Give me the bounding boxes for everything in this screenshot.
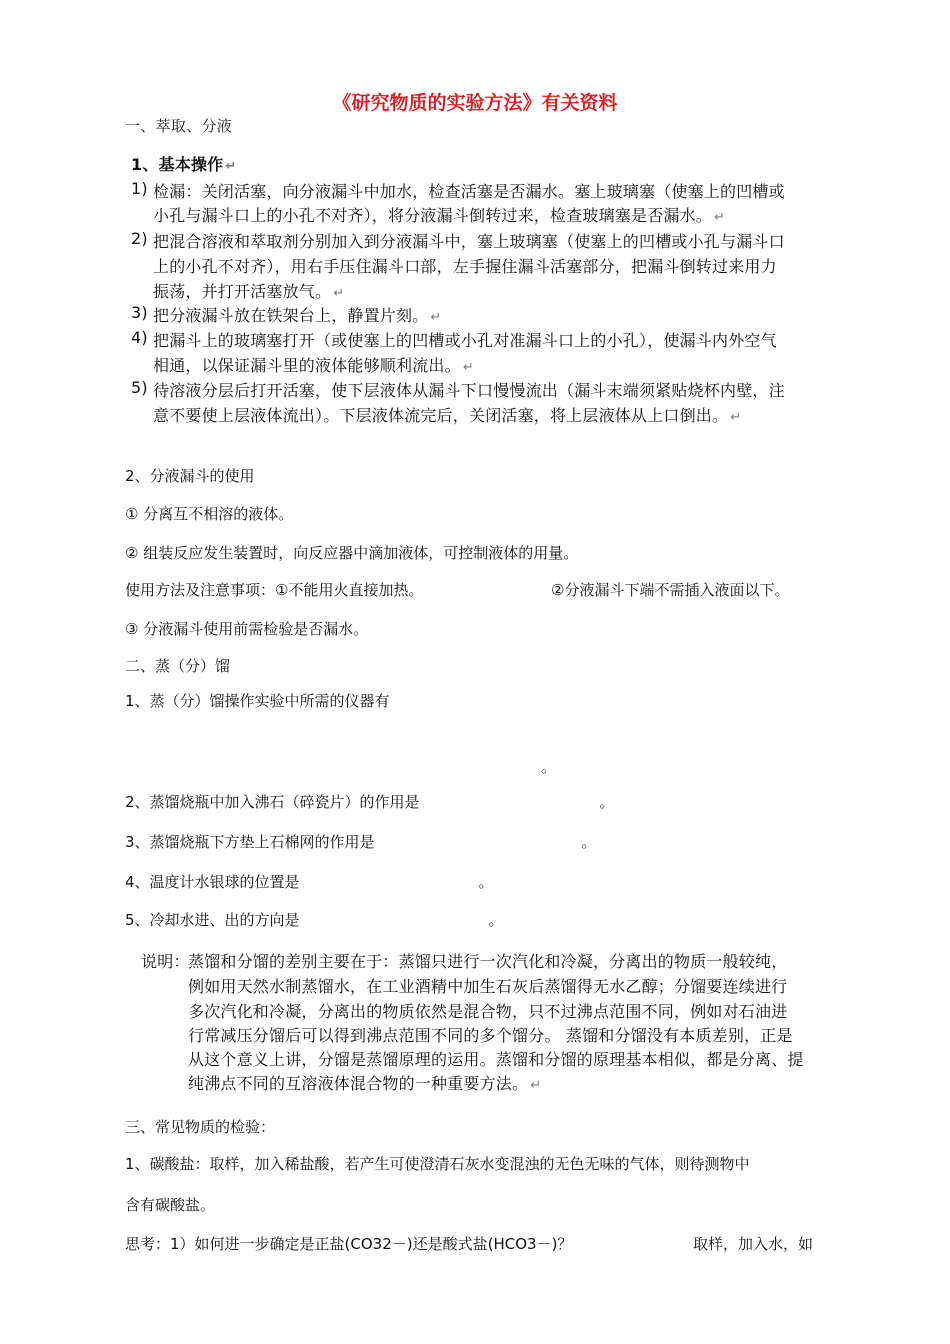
step-3-line-1 (153, 303, 442, 326)
step-5-line-2-text: 意不要使上层液体流出）。下层液体流完后，关闭活塞，将上层液体从上口倒出。 (153, 406, 729, 425)
note-line-2: 例如用天然水制蒸馏水，在工业酒精中加生石灰后蒸馏得无水乙醇；分馏要连续进行 (188, 977, 788, 996)
notes-left: 使用方法及注意事项：①不能用火直接加热。 (125, 581, 424, 599)
paragraph-mark-icon: ↵ (730, 410, 742, 425)
paragraph-mark-icon: ↵ (333, 286, 345, 301)
document-title: 《研究物质的实验方法》有关资料 (332, 92, 618, 114)
step-1-line-2 (153, 203, 725, 226)
question-2-end: 。 (599, 793, 615, 811)
step-2-line-1: 把混合溶液和萃取剂分别加入到分液漏斗中，塞上玻璃塞（使塞上的凹槽或小孔与漏斗口 (153, 232, 785, 251)
question-4-end: 。 (478, 873, 494, 891)
think-answer-start: 取样，加入水，如 (693, 1235, 814, 1253)
step-2-line-3-text: 振荡，并打开活塞放气。 (153, 282, 332, 301)
question-5-text: 5、冷却水进、出的方向是 (125, 911, 300, 929)
notes-item-3: ③ 分液漏斗使用前需检验是否漏水。 (125, 620, 369, 638)
question-3-text: 3、蒸馏烧瓶下方垫上石棉网的作用是 (125, 833, 375, 851)
step-5-line-1: 待溶液分层后打开活塞，使下层液体从漏斗下口慢慢流出（漏斗末端须紧贴烧杯内壁，注 (153, 381, 785, 400)
think-question: 思考：1）如何进一步确定是正盐(CO32－)还是酸式盐(HCO3－)？ (125, 1235, 573, 1253)
note-line-4: 行常减压分馏后可以得到沸点范围不同的多个馏分。 蒸馏和分馏没有本质差别，正是 (188, 1026, 793, 1045)
step-4-line-2 (153, 353, 474, 376)
step-1-num: 1) (131, 179, 148, 198)
note-line-5: 从这个意义上讲，分馏是蒸馏原理的运用。蒸馏和分馏的原理基本相似，都是分离、提 (188, 1050, 804, 1069)
section-heading-detection: 三、常见物质的检验： (125, 1118, 276, 1136)
step-1-line-1: 检漏：关闭活塞，向分液漏斗中加水，检查活塞是否漏水。塞上玻璃塞（使塞上的凹槽或 (153, 182, 785, 201)
step-4-line-1: 把漏斗上的玻璃塞打开（或使塞上的凹槽或小孔对准漏斗口上的小孔），使漏斗内外空气 (153, 331, 777, 350)
paragraph-mark-icon: ↵ (225, 159, 237, 174)
step-1-line-2-text: 小孔与漏斗口上的小孔不对齐），将分液漏斗倒转过来，检查玻璃塞是否漏水。 (153, 206, 713, 225)
usage-item-1: ① 分离互不相溶的液体。 (125, 505, 294, 523)
question-4 (125, 871, 494, 892)
step-4-line-2-text: 相通，以保证漏斗里的液体能够顺利流出。 (153, 356, 461, 375)
step-2-num: 2) (131, 229, 148, 248)
step-4-num: 4) (131, 328, 148, 347)
step-2-line-3 (153, 279, 344, 302)
carbonate-test-line-2: 含有碳酸盐。 (125, 1196, 216, 1214)
note-line-3: 多次汽化和冷凝，分离出的物质依然是混合物，只不过沸点范围不同，例如对石油进 (188, 1002, 788, 1021)
question-2 (125, 791, 615, 812)
note-line-6-text: 纯沸点不同的互溶液体混合物的一种重要方法。 (188, 1074, 529, 1093)
question-4-text: 4、温度计水银球的位置是 (125, 873, 300, 891)
basic-operations-heading (131, 152, 236, 175)
step-3-line-1-text: 把分液漏斗放在铁架台上，静置片刻。 (153, 306, 429, 325)
question-2-text: 2、蒸馏烧瓶中加入沸石（碎瓷片）的作用是 (125, 793, 420, 811)
notes-right: ②分液漏斗下端不需插入液面以下。 (551, 581, 790, 599)
question-3 (125, 831, 597, 852)
section-heading-distillation: 二、蒸（分）馏 (125, 657, 231, 675)
step-2-line-2: 上的小孔不对齐），用右手压住漏斗口部，左手握住漏斗活塞部分，把漏斗倒转过来用力 (153, 257, 777, 276)
question-1-end: 。 (541, 758, 557, 776)
note-line-6 (188, 1071, 541, 1094)
paragraph-mark-icon: ↵ (530, 1078, 542, 1093)
question-5-end: 。 (488, 911, 504, 929)
section-heading-extraction: 一、萃取、分液 (125, 117, 233, 135)
separatory-funnel-usage-heading: 2、分液漏斗的使用 (125, 467, 255, 485)
step-3-num: 3) (131, 303, 148, 322)
note-label: 说明： (141, 952, 190, 971)
paragraph-mark-icon: ↵ (714, 210, 726, 225)
note-line-1: 蒸馏和分馏的差别主要在于：蒸馏只进行一次汽化和冷凝，分离出的物质一般较纯， (188, 952, 788, 971)
basic-operations-title: 基本操作 (158, 155, 224, 174)
step-5-line-2 (153, 403, 741, 426)
usage-item-2: ② 组装反应发生装置时，向反应器中滴加液体，可控制液体的用量。 (125, 544, 579, 562)
paragraph-mark-icon: ↵ (430, 310, 442, 325)
basic-operations-number: 1、 (131, 155, 159, 174)
question-5 (125, 909, 504, 930)
question-1: 1、蒸（分）馏操作实验中所需的仪器有 (125, 692, 390, 710)
paragraph-mark-icon: ↵ (462, 360, 474, 375)
step-5-num: 5) (131, 378, 148, 397)
carbonate-test-line-1: 1、碳酸盐：取样，加入稀盐酸，若产生可使澄清石灰水变混浊的无色无味的气体，则待测物中 (125, 1155, 750, 1173)
question-3-end: 。 (581, 833, 597, 851)
